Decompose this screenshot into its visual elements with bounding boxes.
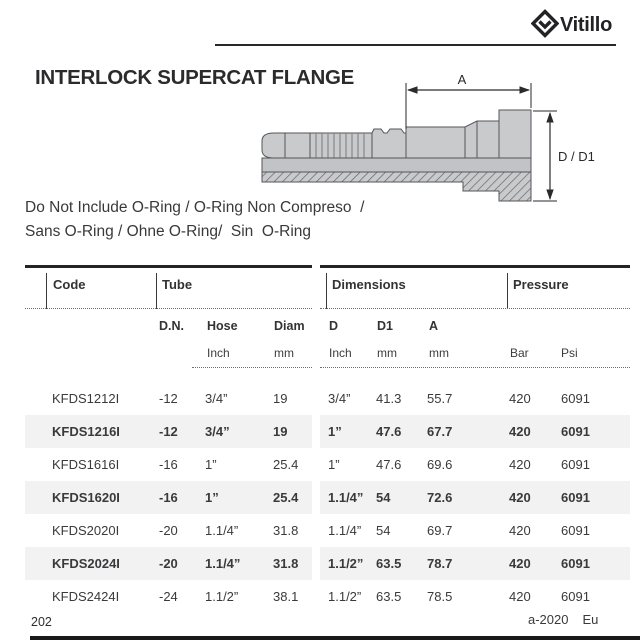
subheader-diam: Diam <box>274 319 305 333</box>
cell-code: KFDS2024I <box>52 556 120 571</box>
cell-diam: 19 <box>273 391 288 406</box>
table-row <box>25 382 630 415</box>
cell-code: KFDS2020I <box>52 523 120 538</box>
dotted-divider <box>320 367 630 368</box>
table-row <box>25 448 630 481</box>
table-row <box>25 580 630 613</box>
cell-a: 55.7 <box>427 391 453 406</box>
cell-d1: 41.3 <box>376 391 402 406</box>
cell-diam: 25.4 <box>273 457 299 472</box>
vitillo-logo-icon <box>531 9 559 39</box>
cell-dn: -12 <box>159 391 178 406</box>
cell-code: KFDS2424I <box>52 589 120 604</box>
page-number: 202 <box>31 615 52 629</box>
cell-diam: 25.4 <box>273 490 299 505</box>
subheader-d1: D1 <box>377 319 393 333</box>
cell-bar: 420 <box>509 490 531 505</box>
cell-bar: 420 <box>509 589 531 604</box>
cell-d1: 47.6 <box>376 457 402 472</box>
footer-bar <box>30 636 640 640</box>
cell-d1: 54 <box>376 490 391 505</box>
cell-diam: 31.8 <box>273 523 299 538</box>
cell-hose: 3/4” <box>205 424 230 439</box>
cell-a: 72.6 <box>427 490 453 505</box>
cell-d: 1.1/4” <box>328 490 364 505</box>
cell-d1: 63.5 <box>376 589 402 604</box>
dim-label-a: A <box>457 72 467 87</box>
cell-dn: -20 <box>159 523 178 538</box>
cell-a: 69.7 <box>427 523 453 538</box>
dotted-divider <box>192 367 312 368</box>
cell-code: KFDS1616I <box>52 457 120 472</box>
table-row <box>25 547 630 580</box>
cell-psi: 6091 <box>561 457 590 472</box>
cell-code: KFDS1216I <box>52 424 120 439</box>
cell-hose: 1” <box>205 457 217 472</box>
group-header-pressure: Pressure <box>513 277 569 292</box>
cell-d1: 63.5 <box>376 556 402 571</box>
unit-bar: Bar <box>510 346 529 360</box>
cell-psi: 6091 <box>561 391 590 406</box>
page-title: INTERLOCK SUPERCAT FLANGE <box>35 66 354 89</box>
cell-a: 69.6 <box>427 457 453 472</box>
group-header-dimensions: Dimensions <box>332 277 406 292</box>
brand-wordmark: Vitillo <box>560 14 612 36</box>
cell-psi: 6091 <box>561 556 590 571</box>
group-header-tube: Tube <box>162 277 193 292</box>
ridge-shape <box>372 129 406 158</box>
cell-bar: 420 <box>509 523 531 538</box>
unit-d1-mm: mm <box>377 346 397 360</box>
cell-d: 3/4” <box>328 391 351 406</box>
cell-diam: 38.1 <box>273 589 299 604</box>
cell-psi: 6091 <box>561 589 590 604</box>
cell-d: 1” <box>328 457 340 472</box>
cell-diam: 31.8 <box>273 556 299 571</box>
oring-note-line2: Sans O-Ring / Ohne O-Ring/ Sin O-Ring <box>25 223 312 240</box>
subheader-hose: Hose <box>207 319 238 333</box>
cell-a: 67.7 <box>427 424 453 439</box>
cell-a: 78.7 <box>427 556 453 571</box>
cell-dn: -12 <box>159 424 178 439</box>
edition-label: a-2020 <box>528 612 569 627</box>
unit-diam-mm: mm <box>274 346 294 360</box>
subheader-a: A <box>429 319 439 333</box>
cell-hose: 1.1/2” <box>205 589 239 604</box>
subheader-d: D <box>329 319 339 333</box>
dim-label-dd1: D / D1 <box>558 149 595 164</box>
cell-d: 1.1/4” <box>328 523 362 538</box>
edition-info <box>528 612 598 627</box>
cell-hose: 1.1/4” <box>205 556 241 571</box>
unit-psi: Psi <box>561 346 578 360</box>
header-divider <box>507 273 508 309</box>
cell-dn: -16 <box>159 490 178 505</box>
hose-tail-shape <box>262 133 372 158</box>
cell-d: 1” <box>328 424 342 439</box>
cell-bar: 420 <box>509 391 531 406</box>
bore-band <box>262 158 531 172</box>
header-rule <box>215 44 616 46</box>
cell-d1: 47.6 <box>376 424 402 439</box>
dotted-divider <box>320 308 630 309</box>
unit-hose-inch: Inch <box>207 346 230 360</box>
cell-bar: 420 <box>509 556 531 571</box>
table-top-border-right <box>320 265 630 268</box>
cell-d: 1.1/2” <box>328 589 362 604</box>
cell-d1: 54 <box>376 523 391 538</box>
header-divider <box>156 273 157 309</box>
oring-note-line1: Do Not Include O-Ring / O-Ring Non Compreso / <box>25 199 365 216</box>
header-divider <box>326 273 327 309</box>
unit-d-inch: Inch <box>329 346 352 360</box>
dotted-divider <box>25 308 312 309</box>
header-divider <box>46 273 47 309</box>
cell-d: 1.1/2” <box>328 556 364 571</box>
cell-hose: 3/4” <box>205 391 228 406</box>
subheader-dn: D.N. <box>159 319 184 333</box>
cell-hose: 1” <box>205 490 219 505</box>
table-top-border-left <box>25 265 312 268</box>
cell-code: KFDS1212I <box>52 391 120 406</box>
region-label: Eu <box>582 612 599 627</box>
cell-diam: 19 <box>273 424 288 439</box>
cell-a: 78.5 <box>427 589 453 604</box>
cell-psi: 6091 <box>561 523 590 538</box>
flange-body-shape <box>406 110 531 158</box>
parts-table <box>25 265 630 615</box>
cell-dn: -16 <box>159 457 178 472</box>
table-row <box>25 415 630 448</box>
fitting-diagram <box>258 70 598 210</box>
cell-bar: 420 <box>509 424 531 439</box>
unit-a-mm: mm <box>429 346 449 360</box>
table-row <box>25 514 630 547</box>
cell-hose: 1.1/4” <box>205 523 239 538</box>
table-row <box>25 481 630 514</box>
table-rows <box>25 382 630 613</box>
cell-bar: 420 <box>509 457 531 472</box>
cell-code: KFDS1620I <box>52 490 120 505</box>
cell-psi: 6091 <box>561 424 590 439</box>
cell-dn: -24 <box>159 589 178 604</box>
group-header-code: Code <box>53 277 86 292</box>
cell-dn: -20 <box>159 556 178 571</box>
cell-psi: 6091 <box>561 490 590 505</box>
